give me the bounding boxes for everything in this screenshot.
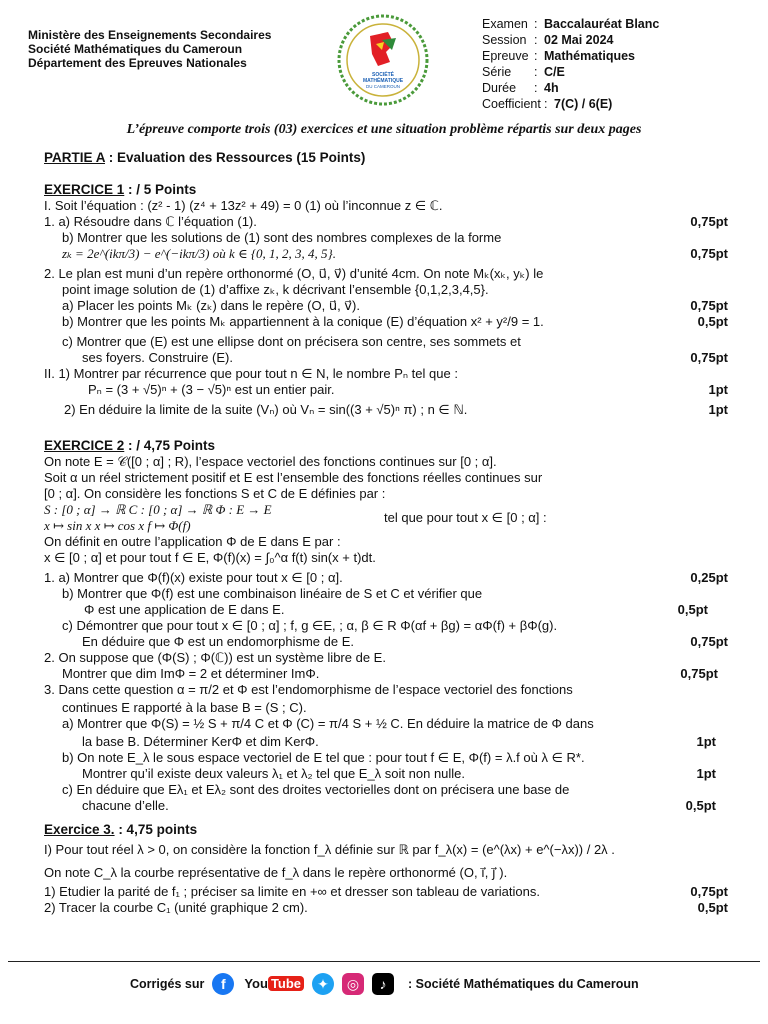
ex2-line: x ∈ [0 ; α] et pour tout f ∈ E, Φ(f)(x) = ∫₀^α f(t) sin(x + t)dt.: [44, 550, 376, 565]
ex2-line: continues E rapporté à la base B = (S ; C).: [62, 700, 307, 715]
ex1-line: c) Montrer que (E) est une ellipse dont on précisera son centre, ses sommets et: [62, 334, 521, 349]
ex1-line: b) Montrer que les points Mₖ appartiennent à la conique (E) d’équation x² + y²/9 = 1. 0,5pt: [62, 314, 728, 329]
ex2-line: Montrer qu’il existe deux valeurs λ₁ et λ₂ tel que E_λ soit non nulle. 1pt: [82, 766, 716, 781]
ex2-line: Φ est une application de E dans E. 0,5pt: [84, 602, 708, 617]
ex3-line: 1) Etudier la parité de f₁ ; préciser sa limite en +∞ et dresser son tableau de variations. 0,75pt: [44, 884, 728, 899]
ex3-line: 2) Tracer la courbe C₁ (unité graphique 2 cm). 0,5pt: [44, 900, 728, 915]
ex2-line: 2. On suppose que (Φ(S) ; Φ(ℂ)) est un système libre de E.: [44, 650, 386, 665]
ex2-line: 1. a) Montrer que Φ(f)(x) existe pour tout x ∈ [0 ; α]. 0,25pt: [44, 570, 728, 585]
exam-row: Examen : Baccalauréat Blanc: [482, 17, 660, 31]
partie-a-heading: PARTIE A : Evaluation des Ressources (15 Points): [44, 150, 366, 165]
twitter-icon[interactable]: ✦: [312, 973, 334, 995]
logo-text-3: DU CAMEROUN: [365, 84, 401, 89]
ex1-line: I. Soit l’équation : (z² - 1) (z⁴ + 13z² + 49) = 0 (1) où l’inconnue z ∈ ℂ.: [44, 198, 443, 213]
institution-ministry: Ministère des Enseignements Secondaires: [28, 28, 272, 42]
ex2-line: On définit en outre l’application Φ de E dans E par :: [44, 534, 341, 549]
society-logo: [330, 14, 436, 106]
exam-row: Session : 02 Mai 2024: [482, 33, 614, 47]
ex3-line: On note C_λ la courbe représentative de f_λ dans le repère orthonormé (O, i⃗, j⃗ ).: [44, 865, 508, 880]
exam-row: Epreuve : Mathématiques: [482, 49, 635, 63]
exercise-2-title: EXERCICE 2 : / 4,75 Points: [44, 438, 216, 453]
ex3-line: I) Pour tout réel λ > 0, on considère la fonction f_λ définie sur ℝ par f_λ(x) = (e^(λx) + e^(−λx)) / 2λ .: [44, 842, 615, 857]
exam-row: Coefficient : 7(C) / 6(E): [482, 97, 613, 111]
logo-text-2: MATHÉMATIQUE: [362, 78, 404, 84]
exam-row: Série : C/E: [482, 65, 565, 79]
instagram-icon[interactable]: ◎: [342, 973, 364, 995]
page-header: [0, 0, 768, 118]
ex2-line: chacune d’elle. 0,5pt: [82, 798, 716, 813]
youtube-icon[interactable]: You Tube: [244, 976, 304, 992]
ex1-line: Pₙ = (3 + √5)ⁿ + (3 − √5)ⁿ est un entier pair. 1pt: [88, 382, 728, 397]
ex2-line: b) Montrer que Φ(f) est une combinaison linéaire de S et C et vérifier que: [62, 586, 483, 601]
ex1-line: 2. Le plan est muni d’un repère orthonormé (O, u⃗, v⃗) d’unité 4cm. On note Mₖ(xₖ, yₖ) le: [44, 266, 544, 281]
exam-row: Durée : 4h: [482, 81, 559, 95]
ex2-line: Soit α un réel strictement positif et E est l’ensemble des fonctions réelles continues sur: [44, 470, 543, 485]
ex2-line: [0 ; α]. On considère les fonctions S et C de E définies par :: [44, 486, 386, 501]
exercise-3-title: Exercice 3. : 4,75 points: [44, 822, 198, 837]
institution-department: Département des Epreuves Nationales: [28, 56, 247, 70]
ex2-line: la base B. Déterminer KerΦ et dim KerΦ. 1pt: [82, 734, 716, 749]
ex2-line: c) Démontrer que pour tout x ∈ [0 ; α] ; f, g ∈E, ; α, β ∈ R Φ(αf + βg) = αΦ(f) + βΦ(g).: [62, 618, 558, 633]
ex2-line: x ↦ sin x x ↦ cos x f ↦ Φ(f) tel que pour tout x ∈ [0 ; α] :: [44, 510, 547, 533]
exercise-1-title: EXERCICE 1 : / 5 Points: [44, 182, 197, 197]
ex2-line: c) En déduire que Eλ₁ et Eλ₂ sont des droites vectorielles dont on précisera une base de: [62, 782, 570, 797]
exam-intro: L’épreuve comporte trois (03) exercices et une situation problème répartis sur deux pages: [126, 122, 642, 137]
ex2-line: b) On note E_λ le sous espace vectoriel de E tel que : pour tout f ∈ E, Φ(f) = λ.f où λ ∈ R*.: [62, 750, 585, 765]
exam-content: [44, 150, 728, 916]
tiktok-icon[interactable]: ♪: [372, 973, 394, 995]
society-footer-label: : Société Mathématiques du Cameroun: [408, 977, 639, 991]
footer-divider: [8, 961, 760, 962]
corriges-label: Corrigés sur: [130, 977, 205, 991]
ex2-line: S : [0 ; α] → ℝ C : [0 ; α] → ℝ Φ : E → E: [44, 502, 272, 517]
ex1-line: a) Placer les points Mₖ (zₖ) dans le repère (O, u⃗, v⃗). 0,75pt: [62, 298, 728, 313]
exam-info: [482, 16, 659, 112]
ex1-line: zₖ = 2e^(ikπ/3) − e^(−ikπ/3) où k ∈ {0, 1, 2, 3, 4, 5}. 0,75pt: [62, 246, 728, 261]
page-footer: [0, 961, 768, 992]
ex2-line: On note E = 𝒞([0 ; α] ; R), l’espace vectoriel des fonctions continues sur [0 ; α].: [44, 454, 497, 469]
ex1-line: 1. a) Résoudre dans ℂ l’équation (1). 0,75pt: [44, 214, 728, 229]
ex2-line: En déduire que Φ est un endomorphisme de E. 0,75pt: [82, 634, 728, 649]
ex1-line: II. 1) Montrer par récurrence que pour tout n ∈ N, le nombre Pₙ tel que :: [44, 366, 458, 381]
institution-society: Société Mathématiques du Cameroun: [28, 42, 243, 56]
logo-text-1: SOCIÉTÉ: [372, 72, 394, 78]
institutions-block: [28, 28, 271, 70]
ex2-line: a) Montrer que Φ(S) = ½ S + π/4 C et Φ (C) = π/4 S + ½ C. En déduire la matrice de Φ dans: [62, 716, 594, 731]
ex1-line: 2) En déduire la limite de la suite (Vₙ) où Vₙ = sin((3 + √5)ⁿ π) ; n ∈ ℕ. 1pt: [64, 402, 728, 417]
ex1-line: point image solution de (1) d’affixe zₖ, k décrivant l’ensemble {0,1,2,3,4,5}.: [62, 282, 489, 297]
ex2-line: Montrer que dim ImΦ = 2 et déterminer ImΦ. 0,75pt: [62, 666, 718, 681]
ex1-line: b) Montrer que les solutions de (1) sont des nombres complexes de la forme: [62, 230, 502, 245]
social-links-bar: [130, 973, 639, 995]
facebook-icon[interactable]: f: [212, 973, 234, 995]
ex2-line: 3. Dans cette question α = π/2 et Φ est l’endomorphisme de l’espace vectoriel des fonctions: [44, 682, 573, 697]
ex1-line: ses foyers. Construire (E). 0,75pt: [82, 350, 728, 365]
